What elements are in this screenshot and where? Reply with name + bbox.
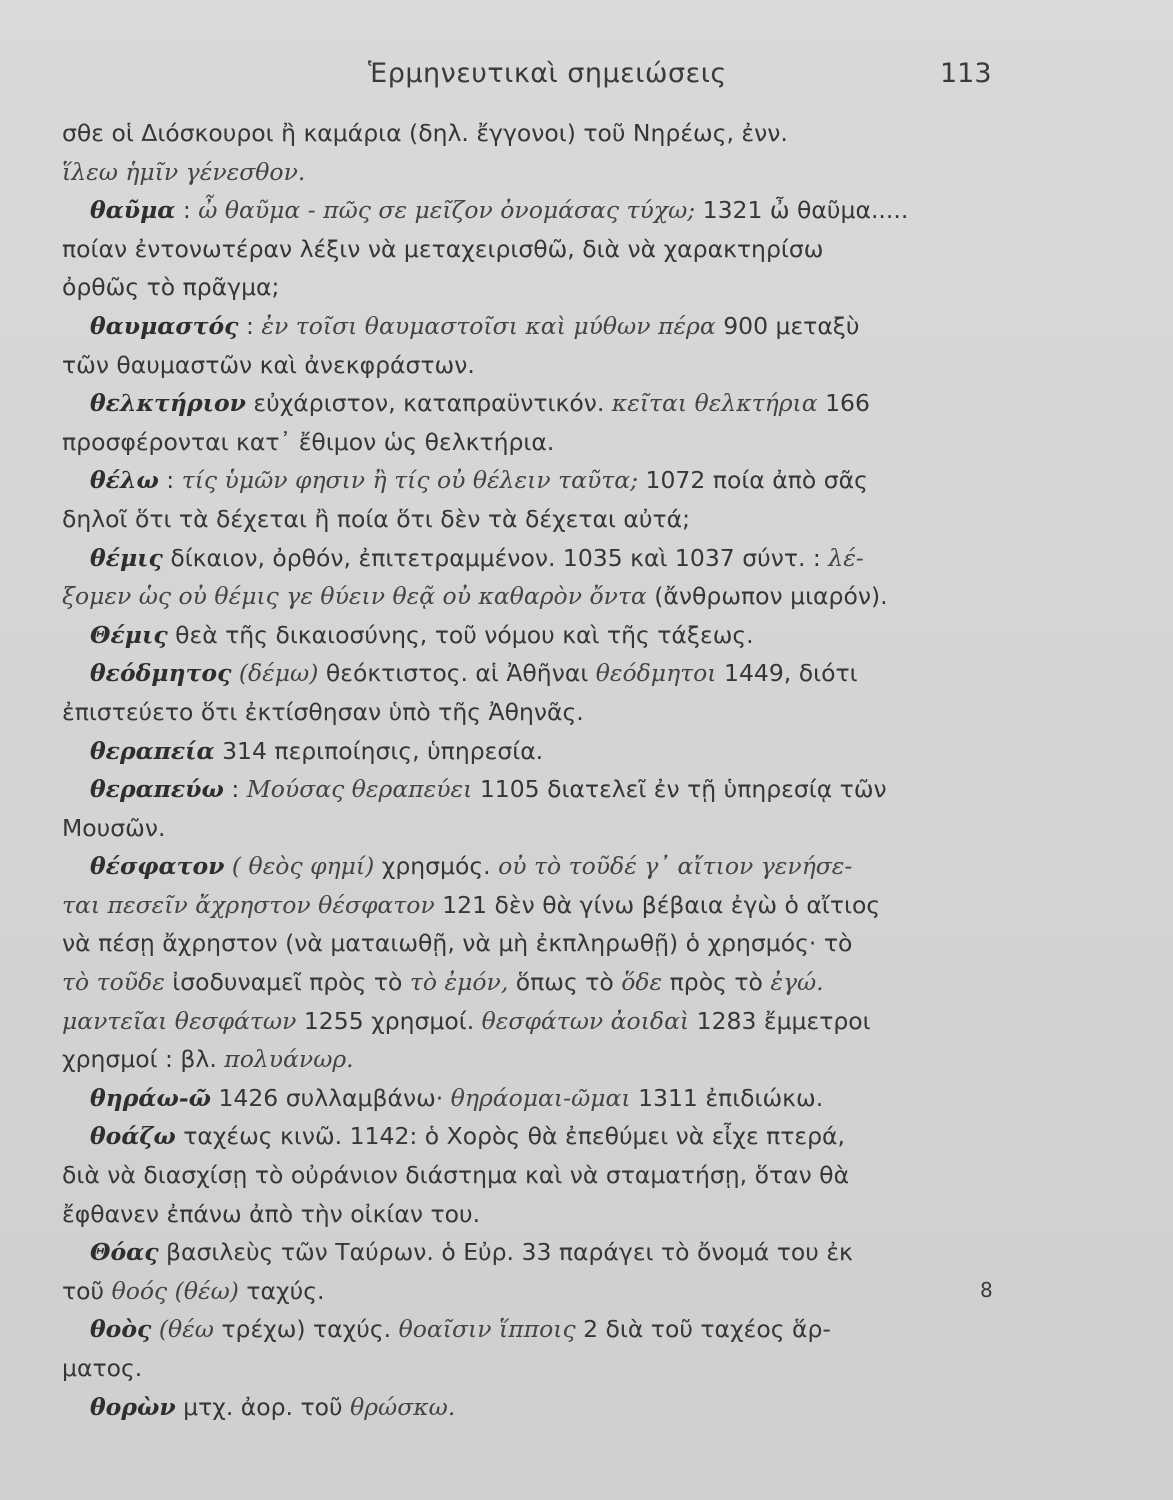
headword: θεραπεία [90, 736, 215, 765]
line-content [62, 273, 279, 301]
headword: θοὸς [90, 1315, 152, 1344]
line-content [90, 621, 754, 649]
line-content [62, 582, 888, 610]
line-content [62, 235, 823, 263]
gloss-text: 314 περιποίησις, ὑπηρεσία. [214, 736, 544, 765]
gloss-text: ὅπως τὸ [508, 968, 622, 997]
quotation: (δέμω) [231, 659, 319, 688]
line-content [62, 428, 554, 456]
text-line [62, 500, 1022, 539]
gloss-text: 166 [817, 389, 870, 418]
gloss-text: 1283 ἔμμετροι [689, 1006, 871, 1035]
line-content [62, 814, 165, 842]
text-line [62, 153, 1022, 192]
line-content [90, 196, 908, 224]
headword: θαυμαστός [90, 311, 239, 340]
gloss-text: 1426 συλλαμβάνω· [210, 1083, 451, 1112]
text-line [62, 1349, 1022, 1388]
quotation: οὐ τὸ τοῦδέ γ᾽ αἴτιον γενήσε- [498, 852, 853, 881]
line-content [90, 466, 868, 494]
line-content [90, 1315, 831, 1343]
gloss-text: 1255 χρησμοί. [296, 1006, 482, 1035]
running-title: Ἑρμηνευτικαὶ σημειώσεις [368, 58, 727, 89]
gloss-text: 1311 ἐπιδιώκω. [630, 1083, 824, 1112]
quotation: πολυάνωρ. [224, 1045, 354, 1074]
line-content [90, 737, 543, 765]
text-line [62, 1117, 1022, 1156]
gloss-text: εὐχάριστον, καταπραϋντικόν. [245, 389, 612, 418]
text-line [62, 423, 1022, 462]
gloss-text: ματος. [62, 1354, 143, 1382]
text-line [62, 809, 1022, 848]
line-content [90, 659, 858, 687]
text-line [62, 384, 1022, 423]
text-line [62, 461, 1022, 500]
headword: Θόας [90, 1238, 159, 1267]
gloss-text: (ἄνθρωπον μιαρόν). [646, 582, 888, 611]
line-content [90, 1084, 823, 1112]
line-content [90, 389, 870, 417]
gloss-text: ποίαν ἐντονωτέραν λέξιν νὰ μεταχειρισθῶ, διὰ νὰ χαρακτηρίσω [62, 234, 824, 263]
text-line [62, 577, 1022, 616]
gloss-text: Μουσῶν. [62, 813, 166, 842]
line-content [62, 929, 852, 957]
quotation: κεῖται θελκτήρια [611, 389, 818, 418]
line-content [90, 544, 864, 572]
quotation: ἐγώ. [770, 968, 824, 997]
text-line [62, 1233, 1022, 1272]
gloss-text: προσφέρονται κατ᾽ ἔθιμον ὡς θελκτήρια. [62, 427, 555, 456]
gloss-text: 1321 ὦ θαῦμα..... [695, 196, 909, 225]
line-content [62, 698, 584, 726]
gloss-text: τρέχω) ταχύς. [213, 1315, 399, 1344]
gloss-text: ταχύς. [238, 1276, 325, 1305]
text-line [62, 539, 1022, 578]
quotation: ται πεσεῖν ἄχρηστον θέσφατον [62, 890, 435, 919]
gloss-text: ὀρθῶς τὸ πρᾶγμα; [62, 273, 280, 302]
text-line [62, 1040, 1022, 1079]
gloss-text: βασιλεὺς τῶν Ταύρων. ὁ Εὐρ. 33 παράγει τὸ ὄνομά του ἐκ [158, 1238, 853, 1267]
headword: Θέμις [90, 620, 168, 649]
gloss-text: 900 μεταξὺ [715, 311, 860, 340]
gloss-text: : [158, 466, 182, 495]
line-content [62, 505, 690, 533]
text-line [62, 230, 1022, 269]
gloss-text: 1105 διατελεῖ ἐν τῇ ὑπηρεσίᾳ τῶν [472, 775, 887, 804]
gloss-text: διὰ νὰ διασχίσῃ τὸ οὐράνιον διάστημα καὶ νὰ σταματήσῃ, ὅταν θὰ [62, 1161, 850, 1190]
quotation: Μούσας θεραπεύει [246, 775, 473, 804]
headword: θοάζω [90, 1122, 176, 1151]
gloss-text: τῶν θαυμαστῶν καὶ ἀνεκφράστων. [62, 350, 475, 379]
quotation: θρώσκω. [350, 1392, 456, 1421]
headword: θέλω [90, 466, 159, 495]
quotation: θοός (θέω) [111, 1276, 239, 1305]
line-content [62, 891, 880, 919]
text-line [62, 1002, 1022, 1041]
headword: θορὼν [90, 1392, 176, 1421]
text-line [62, 654, 1022, 693]
headword: θεραπεύω [90, 775, 224, 804]
line-content [90, 852, 852, 880]
line-content [62, 119, 788, 147]
quotation: θοαῖσιν ἵπποις [398, 1315, 576, 1344]
text-line [62, 1195, 1022, 1234]
gloss-text: πρὸς τὸ [662, 968, 771, 997]
gloss-text: σθε οἱ Διόσκουροι ἢ καμάρια (δηλ. ἔγγονοι) τοῦ Νηρέως, ἐνν. [62, 119, 788, 147]
quotation: ξομεν ὡς οὐ θέμις γε θύειν θεᾷ οὐ καθαρὸν ὄντα [62, 582, 647, 611]
headword: θαῦμα [90, 196, 176, 225]
text-line [62, 770, 1022, 809]
gloss-text: τοῦ [62, 1276, 112, 1305]
line-content [90, 775, 887, 803]
gloss-text: θεὰ τῆς δικαιοσύνης, τοῦ νόμου καὶ τῆς τάξεως. [167, 620, 754, 649]
line-content [62, 968, 824, 996]
gloss-text: : [223, 775, 247, 804]
headword: θελκτήριον [90, 389, 246, 418]
gloss-text: : [175, 196, 199, 225]
quotation: θεόδμητοι [595, 659, 717, 688]
quotation: τὸ τοῦδε [62, 968, 165, 997]
text-line [62, 1156, 1022, 1195]
text-line [62, 924, 1022, 963]
text-line [62, 307, 1022, 346]
quotation: ἐν τοῖσι θαυμαστοῖσι καὶ μύθων πέρα [261, 311, 716, 340]
headword: θέσφατον [90, 852, 225, 881]
quotation: λέ- [828, 543, 864, 572]
quotation: (θέω [151, 1315, 214, 1344]
line-content [62, 158, 305, 186]
quotation: ( θεὸς φημί) [224, 852, 375, 881]
text-line [62, 268, 1022, 307]
text-line [62, 847, 1022, 886]
text-line [62, 693, 1022, 732]
text-line [62, 1310, 1022, 1349]
gloss-text: ταχέως κινῶ. 1142: ὁ Χορὸς θὰ ἐπεθύμει νὰ εἶχε πτερά, [175, 1122, 845, 1151]
headword: θηράω-ῶ [90, 1083, 211, 1112]
quotation: ὦ θαῦμα - πῶς σε μεῖζον ὀνομάσας τύχω; [198, 196, 696, 225]
gloss-text: δηλοῖ ὅτι τὰ δέχεται ἢ ποία ὅτι δὲν τὰ δέχεται αὐτά; [62, 504, 691, 533]
gloss-text: δίκαιον, ὀρθόν, ἐπιτετραμμένον. 1035 καὶ 1037 σύντ. : [162, 543, 829, 572]
text-line [62, 886, 1022, 925]
headword: θέμις [90, 543, 163, 572]
line-content [62, 1277, 324, 1305]
quotation: θηράομαι-ῶμαι [450, 1083, 631, 1112]
gloss-text: θεόκτιστος. αἱ Ἀθῆναι [318, 659, 596, 688]
gloss-text: 2 διὰ τοῦ ταχέος ἅρ- [575, 1315, 831, 1344]
line-content [62, 1007, 871, 1035]
gloss-text: ἔφθανεν ἐπάνω ἀπὸ τὴν οἰκίαν του. [62, 1199, 481, 1228]
gloss-text: 121 δὲν θὰ γίνω βέβαια ἐγὼ ὁ αἴτιος [434, 890, 881, 919]
running-header [0, 58, 1173, 98]
gloss-text: ἰσοδυναμεῖ πρὸς τὸ [164, 968, 410, 997]
text-line [62, 191, 1022, 230]
line-content [62, 1161, 849, 1189]
text-line [62, 616, 1022, 655]
headword: θεόδμητος [90, 659, 232, 688]
line-content [62, 1354, 142, 1382]
line-content [90, 1393, 455, 1421]
gloss-text: 1072 ποία ἀπὸ σᾶς [638, 466, 868, 495]
gloss-text: χρησμοί : βλ. [62, 1045, 225, 1074]
text-line [62, 1272, 1022, 1311]
quotation: τίς ὑμῶν φησιν ἢ τίς οὐ θέλειν ταῦτα; [181, 466, 639, 495]
glossary-text [62, 114, 1022, 1426]
text-line [62, 114, 1022, 153]
line-content [62, 351, 475, 379]
text-line [62, 732, 1022, 771]
quotation: μαντεῖαι θεσφάτων [62, 1006, 297, 1035]
line-content [90, 1122, 845, 1150]
quotation: ὅδε [621, 968, 663, 997]
gloss-text: : [238, 311, 262, 340]
text-line [62, 963, 1022, 1002]
line-content [62, 1200, 480, 1228]
gloss-text: μτχ. ἀορ. τοῦ [175, 1392, 351, 1421]
gloss-text: 1449, διότι [716, 659, 858, 688]
quotation: θεσφάτων ἀοιδαὶ [481, 1006, 690, 1035]
gloss-text: νὰ πέσῃ ἄχρηστον (νὰ ματαιωθῇ, νὰ μὴ ἐκπληρωθῇ) ὁ χρησμός· τὸ [62, 929, 853, 958]
page-number: 113 [940, 58, 992, 89]
line-content [90, 1238, 853, 1266]
line-content [62, 1045, 354, 1073]
gloss-text: χρησμός. [374, 852, 499, 881]
quotation: τὸ ἐμόν, [409, 968, 509, 997]
gloss-text: ἐπιστεύετο ὅτι ἐκτίσθησαν ὑπὸ τῆς Ἀθηνᾶς. [62, 697, 584, 726]
text-line [62, 346, 1022, 385]
text-line [62, 1079, 1022, 1118]
quotation: ἵλεω ἡμῖν γένεσθον. [62, 157, 306, 186]
line-content [90, 312, 860, 340]
text-line [62, 1388, 1022, 1427]
signature-mark: 8 [980, 1278, 993, 1302]
